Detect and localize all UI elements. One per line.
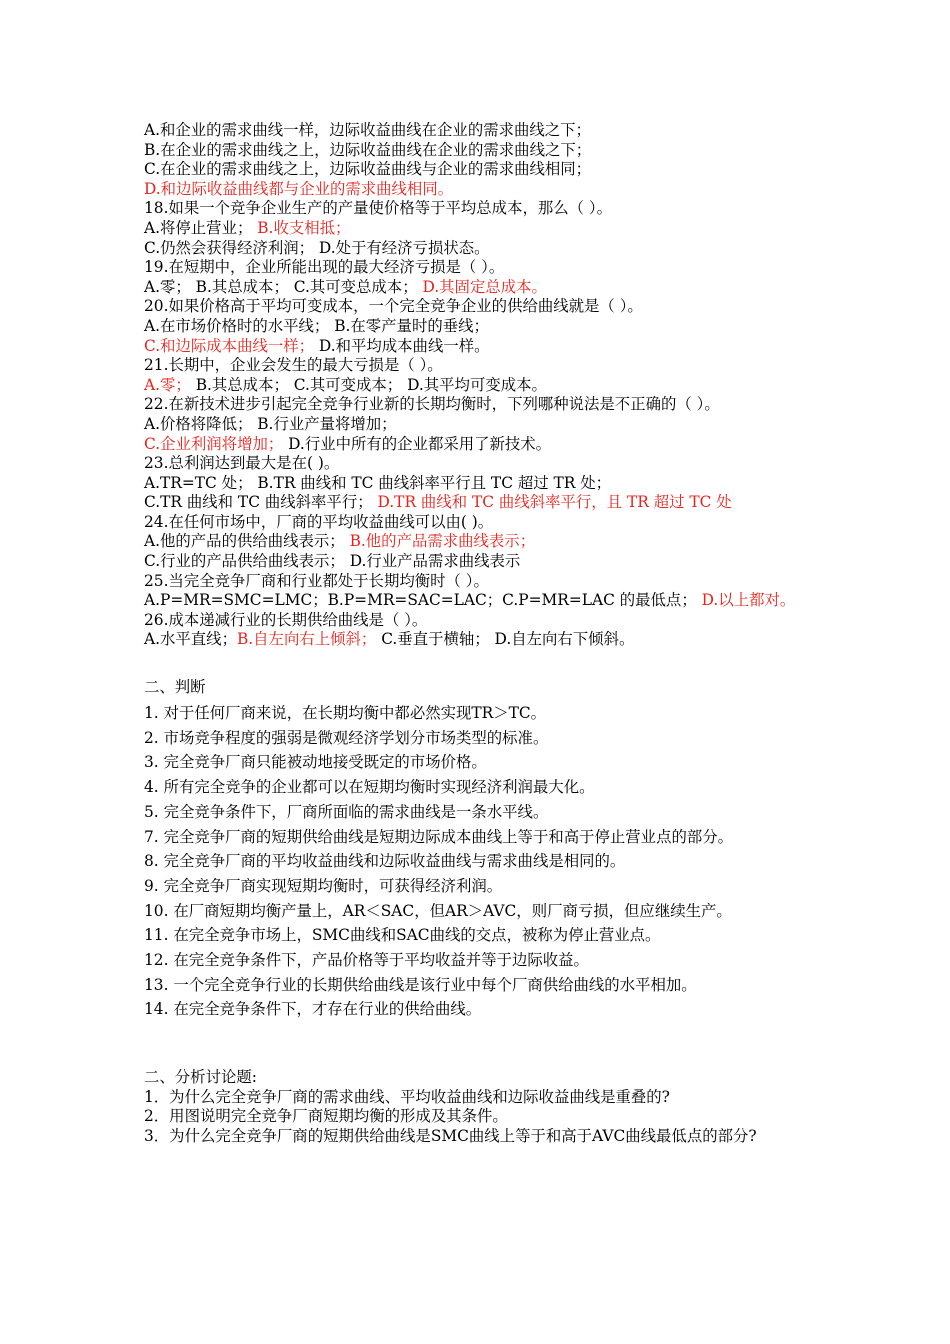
question-text: A.零； B.其总成本； C.其可变总成本； xyxy=(144,277,423,296)
judge-heading: 二、判断 xyxy=(144,678,206,697)
answer-text: D.TR 曲线和 TC 曲线斜率平行，且 TR 超过 TC 处 xyxy=(377,493,732,512)
question-text: 20.如果价格高于平均可变成本，一个完全竞争企业的供给曲线就是（ ）。 xyxy=(144,297,643,316)
question-line xyxy=(144,611,816,631)
judge-section xyxy=(144,702,816,1021)
judge-item: 11. 在完全竞争市场上，SMC曲线和SAC曲线的交点，被称为停止营业点。 xyxy=(144,926,661,945)
judge-item: 13. 一个完全竞争行业的长期供给曲线是该行业中每个厂商供给曲线的水平相加。 xyxy=(144,975,697,994)
judge-item: 3. 完全竞争厂商只能被动地接受既定的市场价格。 xyxy=(144,753,487,772)
answer-text: B.他的产品需求曲线表示； xyxy=(349,532,536,551)
answer-text: D.以上都对。 xyxy=(701,591,796,610)
question-text: A.将停止营业； xyxy=(144,218,258,237)
question-text: A.水平直线； xyxy=(144,630,237,649)
question-text: A.在市场价格时的水平线； B.在零产量时的垂线； xyxy=(144,316,489,335)
question-text: C.行业的产品供给曲线表示； D.行业产品需求曲线表示 xyxy=(144,552,521,571)
question-text: 26.成本递减行业的长期供给曲线是（ ）。 xyxy=(144,610,428,629)
judge-item: 7. 完全竞争厂商的短期供给曲线是短期边际成本曲线上等于和高于停止营业点的部分。 xyxy=(144,827,734,846)
question-text: C.垂直于横轴； D.自左向右下倾斜。 xyxy=(376,630,635,649)
answer-text: C.企业利润将增加； xyxy=(144,434,284,453)
answer-text: B.自左向右上倾斜； xyxy=(236,630,377,649)
question-line xyxy=(144,121,816,141)
question-line xyxy=(144,376,816,396)
question-line xyxy=(144,258,816,278)
question-line xyxy=(144,435,816,455)
question-text: 21.长期中，企业会发生的最大亏损是（ ）。 xyxy=(144,356,443,375)
question-line xyxy=(144,513,816,533)
spacer xyxy=(144,1023,816,1068)
spacer xyxy=(144,650,816,672)
answer-text: D.和边际收益曲线都与企业的需求曲线相同。 xyxy=(144,179,454,198)
question-line xyxy=(144,630,816,650)
question-line xyxy=(144,474,816,494)
question-text: C.TR 曲线和 TC 曲线斜率平行； xyxy=(144,493,378,512)
question-line xyxy=(144,591,816,611)
question-line xyxy=(144,180,816,200)
judge-item: 5. 完全竞争条件下，厂商所面临的需求曲线是一条水平线。 xyxy=(144,802,549,821)
question-line xyxy=(144,356,816,376)
multiple-choice-section xyxy=(144,121,816,650)
question-text: 19.在短期中，企业所能出现的最大经济亏损是（ ）。 xyxy=(144,258,505,277)
answer-text: C.和边际成本曲线一样； xyxy=(144,336,315,355)
judge-item: 12. 在完全竞争条件下，产品价格等于平均收益并等于边际收益。 xyxy=(144,951,589,970)
question-line xyxy=(144,532,816,552)
question-text: 18.如果一个竞争企业生产的产量使价格等于平均总成本，那么（ ）。 xyxy=(144,199,612,218)
question-line xyxy=(144,493,816,513)
question-text: D.行业中所有的企业都采用了新技术。 xyxy=(283,434,552,453)
answer-text: D.其固定总成本。 xyxy=(422,277,547,296)
question-line xyxy=(144,160,816,180)
judge-item: 2. 市场竞争程度的强弱是微观经济学划分市场类型的标准。 xyxy=(144,728,549,747)
question-line xyxy=(144,278,816,298)
judge-item: 4. 所有完全竞争的企业都可以在短期均衡时实现经济利润最大化。 xyxy=(144,778,595,797)
question-line xyxy=(144,199,816,219)
question-line xyxy=(144,239,816,259)
judge-item: 10. 在厂商短期均衡产量上，AR＜SAC，但AR＞AVC，则厂商亏损，但应继续生产。 xyxy=(144,901,732,920)
question-line xyxy=(144,454,816,474)
question-text: 23.总利润达到最大是在( )。 xyxy=(144,454,340,473)
answer-text: A.零； xyxy=(144,375,191,394)
question-text: A.价格将降低； B.行业产量将增加； xyxy=(144,414,397,433)
question-line xyxy=(144,415,816,435)
question-text: C.在企业的需求曲线之上，边际收益曲线与企业的需求曲线相同； xyxy=(144,160,592,179)
question-line xyxy=(144,297,816,317)
discussion-item: 1．为什么完全竞争厂商的需求曲线、平均收益曲线和边际收益曲线是重叠的? xyxy=(144,1087,670,1106)
judge-item: 8. 完全竞争厂商的平均收益曲线和边际收益曲线与需求曲线是相同的。 xyxy=(144,852,626,871)
question-text: 25.当完全竞争厂商和行业都处于长期均衡时（ ）。 xyxy=(144,571,489,590)
question-text: C.仍然会获得经济利润； D.处于有经济亏损状态。 xyxy=(144,238,490,257)
question-line xyxy=(144,317,816,337)
question-text: D.和平均成本曲线一样。 xyxy=(314,336,490,355)
question-text: 24.在任何市场中，厂商的平均收益曲线可以由( )。 xyxy=(144,512,494,531)
discussion-item: 3．为什么完全竞争厂商的短期供给曲线是SMC曲线上等于和高于AVC曲线最低点的部分? xyxy=(144,1126,757,1145)
question-text: 22.在新技术进步引起完全竞争行业新的长期均衡时，下列哪种说法是不正确的（ ）。 xyxy=(144,395,720,414)
discussion-heading: 二、分析讨论题: xyxy=(144,1068,257,1087)
question-line xyxy=(144,552,816,572)
answer-text: B.收支相抵； xyxy=(257,218,351,237)
question-text: A.他的产品的供给曲线表示； xyxy=(144,532,350,551)
question-line xyxy=(144,141,816,161)
question-text: B.其总成本； C.其可变成本； D.其平均可变成本。 xyxy=(190,375,547,394)
discussion-section xyxy=(144,1088,816,1147)
document-page xyxy=(144,121,816,1147)
question-line xyxy=(144,219,816,239)
question-text: A.和企业的需求曲线一样，边际收益曲线在企业的需求曲线之下； xyxy=(144,121,591,139)
judge-item: 14. 在完全竞争条件下，才存在行业的供给曲线。 xyxy=(144,1000,482,1019)
question-line xyxy=(144,337,816,357)
question-text: A.P=MR=SMC=LMC；B.P=MR=SAC=LAC；C.P=MR=LAC 的最低点； xyxy=(144,591,702,610)
question-text: A.TR=TC 处； B.TR 曲线和 TC 曲线斜率平行且 TC 超过 TR 处； xyxy=(144,473,612,492)
question-text: B.在企业的需求曲线之上，边际收益曲线在企业的需求曲线之下； xyxy=(144,140,592,159)
judge-item: 1. 对于任何厂商来说，在长期均衡中都必然实现TR＞TC。 xyxy=(144,704,547,723)
discussion-item: 2．用图说明完全竞争厂商短期均衡的形成及其条件。 xyxy=(144,1107,508,1126)
question-line xyxy=(144,395,816,415)
question-line xyxy=(144,572,816,592)
judge-item: 9. 完全竞争厂商实现短期均衡时，可获得经济利润。 xyxy=(144,876,503,895)
